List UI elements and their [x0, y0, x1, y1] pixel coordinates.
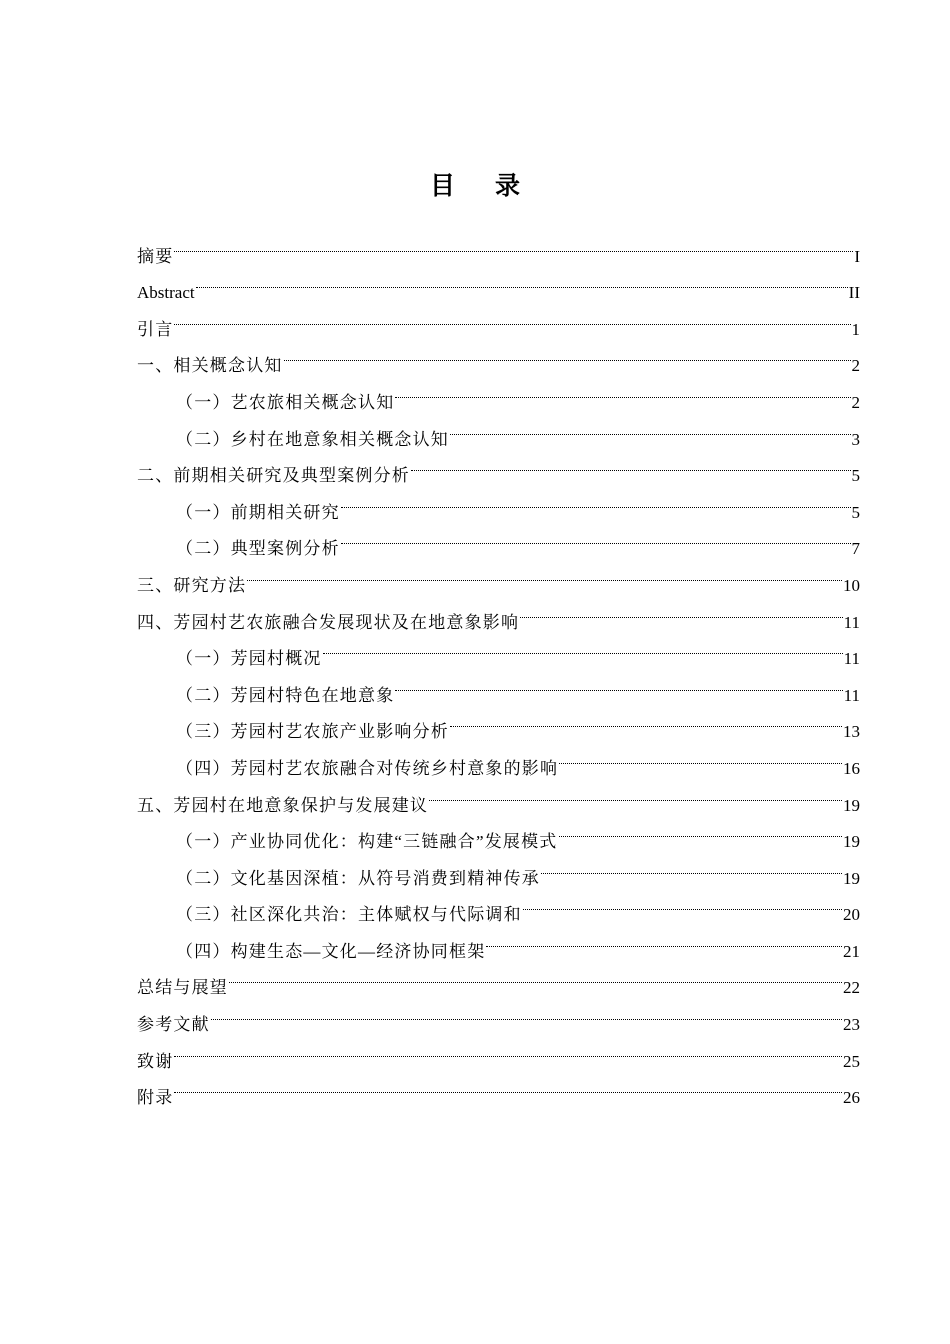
toc-entry-page: 21: [843, 941, 860, 961]
toc-dot-leader: [196, 262, 848, 299]
toc-dot-leader: [559, 737, 842, 774]
toc-entry-label: 致谢: [137, 1051, 174, 1071]
toc-entry-page: 10: [843, 575, 860, 595]
toc-entry-appendix[interactable]: [137, 1067, 860, 1108]
toc-entry-conclusion[interactable]: [137, 957, 860, 998]
toc-entry-label: 引言: [137, 319, 174, 339]
toc-entry-page: 20: [843, 905, 860, 925]
toc-entry-label: 三、研究方法: [137, 575, 247, 595]
toc-entry-label: 五、芳园村在地意象保护与发展建议: [137, 795, 429, 815]
toc-entry-label: （三）芳园村艺农旅产业影响分析: [176, 722, 449, 742]
toc-entry-references[interactable]: [137, 993, 860, 1035]
toc-entry-acknowledgements[interactable]: [137, 1030, 860, 1071]
toc-entry-page: 19: [843, 832, 860, 852]
toc-dot-leader: [229, 957, 842, 994]
toc-entry-label: 摘要: [137, 246, 174, 266]
toc-entry-label: 一、相关概念认知: [137, 356, 283, 376]
toc-entry-label: （四）构建生态—文化—经济协同框架: [176, 941, 486, 961]
toc-entry-page: 22: [843, 978, 860, 998]
toc-entry-label: 参考文献: [137, 1015, 210, 1035]
toc-entry-label: 总结与展望: [137, 978, 228, 998]
toc-entry-page: 7: [851, 539, 860, 559]
toc-dot-leader: [174, 225, 853, 262]
toc-entry-label: （四）芳园村艺农旅融合对传统乡村意象的影响: [176, 758, 559, 778]
toc-dot-leader: [450, 701, 842, 738]
table-of-contents: [137, 225, 860, 1108]
toc-dot-leader: [174, 298, 850, 335]
toc-entry-page: 23: [843, 1015, 860, 1035]
toc-dot-leader: [520, 591, 842, 628]
toc-entry-label: （三）社区深化共治：主体赋权与代际调和: [176, 905, 522, 925]
toc-entry-label: Abstract: [137, 283, 195, 303]
toc-entry-label: 附录: [137, 1088, 174, 1108]
toc-entry-abstract-cn[interactable]: [137, 225, 860, 266]
toc-entry-page: 1: [851, 319, 860, 339]
toc-entry-label: （一）艺农旅相关概念认知: [176, 392, 395, 412]
toc-entry-page: 5: [851, 502, 860, 522]
toc-entry-label: 四、芳园村艺农旅融合发展现状及在地意象影响: [137, 612, 520, 632]
toc-dot-leader: [323, 628, 843, 665]
toc-entry-page: 3: [851, 429, 860, 449]
toc-dot-leader: [450, 408, 851, 445]
toc-entry-label: （一）芳园村概况: [176, 649, 322, 669]
toc-entry-page: II: [848, 283, 860, 303]
toc-entry-label: （二）芳园村特色在地意象: [176, 685, 395, 705]
toc-dot-leader: [541, 847, 842, 884]
toc-entry-page: 5: [851, 466, 860, 486]
toc-dot-leader: [247, 554, 842, 591]
toc-entry-page: 2: [851, 356, 860, 376]
toc-entry-label: （二）典型案例分析: [176, 539, 340, 559]
toc-dot-leader: [523, 884, 842, 921]
toc-entry-page: 25: [843, 1051, 860, 1071]
toc-entry-page: 11: [843, 685, 860, 705]
toc-entry-page: 2: [851, 392, 860, 412]
toc-entry-page: 11: [843, 612, 860, 632]
toc-entry-introduction[interactable]: [137, 298, 860, 339]
toc-entry-page: 26: [843, 1088, 860, 1108]
title-char-1: 目: [429, 171, 455, 200]
toc-dot-leader: [341, 481, 851, 518]
toc-dot-leader: [284, 335, 851, 372]
toc-dot-leader: [395, 664, 842, 701]
toc-entry-label: （一）产业协同优化：构建“三链融合”发展模式: [176, 832, 558, 852]
toc-entry-page: 19: [843, 795, 860, 815]
toc-dot-leader: [174, 1030, 842, 1067]
toc-entry-label: （二）乡村在地意象相关概念认知: [176, 429, 449, 449]
toc-entry-page: 11: [843, 649, 860, 669]
toc-dot-leader: [429, 774, 842, 811]
toc-entry-page: 16: [843, 758, 860, 778]
toc-entry-abstract-en[interactable]: [137, 262, 860, 303]
toc-dot-leader: [559, 811, 843, 848]
toc-entry-page: I: [854, 246, 860, 266]
toc-dot-leader: [486, 920, 842, 957]
title-char-2: 录: [495, 171, 521, 200]
toc-entry-label: 二、前期相关研究及典型案例分析: [137, 466, 410, 486]
page-title: [0, 168, 950, 204]
toc-entry-label: （一）前期相关研究: [176, 502, 340, 522]
toc-dot-leader: [411, 445, 851, 482]
toc-dot-leader: [341, 518, 851, 555]
toc-entry-page: 13: [843, 722, 860, 742]
toc-dot-leader: [395, 371, 850, 408]
toc-dot-leader: [211, 993, 842, 1030]
toc-entry-label: （二）文化基因深植：从符号消费到精神传承: [176, 868, 540, 888]
toc-dot-leader: [174, 1067, 842, 1104]
toc-entry-page: 19: [843, 868, 860, 888]
toc-entry-chapter-1[interactable]: [137, 335, 860, 376]
